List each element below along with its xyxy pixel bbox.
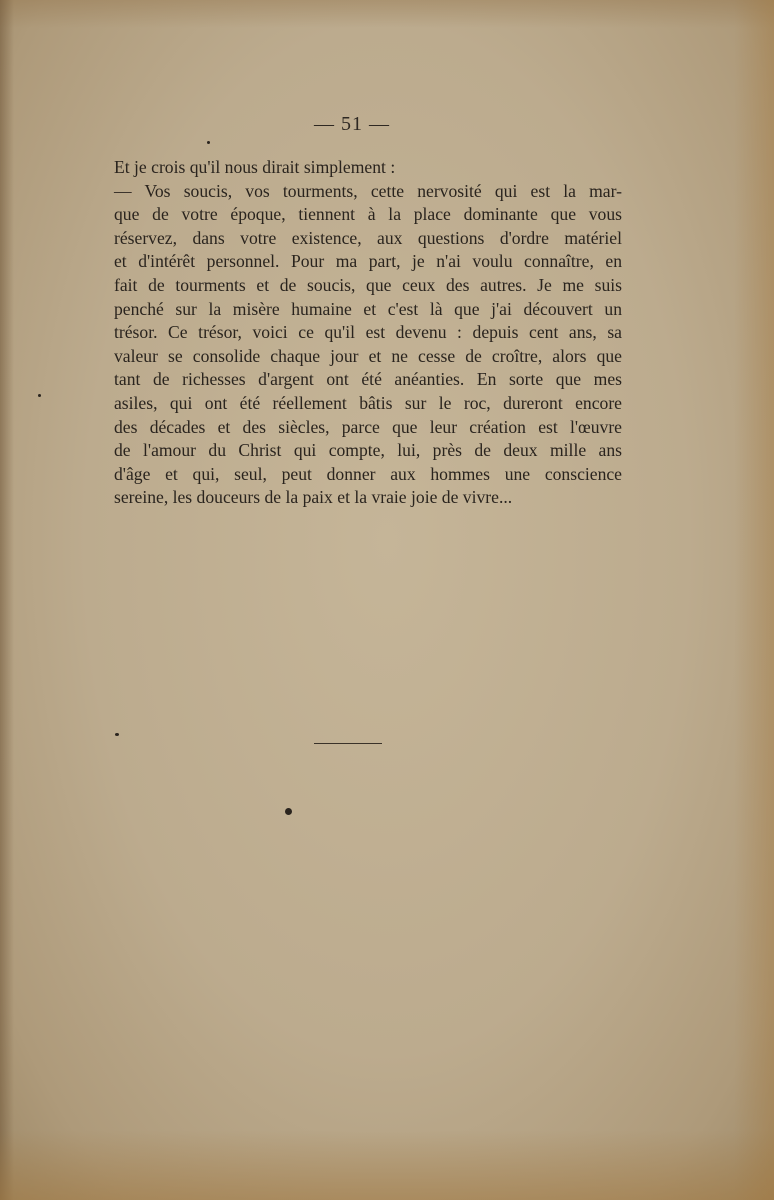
ink-speck bbox=[207, 141, 210, 144]
ink-speck bbox=[285, 808, 292, 815]
text-line: fait de tourments et de soucis, que ceux des autres. Je me suis bbox=[114, 274, 622, 295]
text-line: réservez, dans votre existence, aux questions d'ordre matériel bbox=[114, 227, 622, 248]
text-line: Et je crois qu'il nous dirait simplement : bbox=[114, 157, 396, 177]
ink-speck bbox=[115, 733, 119, 736]
text-line: et d'intérêt personnel. Pour ma part, je n'ai voulu connaître, en bbox=[114, 251, 622, 272]
page-edge-top bbox=[0, 0, 774, 28]
end-rule bbox=[314, 743, 382, 744]
text-line: des décades et des siècles, parce que leur création est l'œuvre bbox=[114, 416, 622, 437]
text-line: que de votre époque, tiennent à la place dominante que vous bbox=[114, 204, 622, 225]
page-edge-bottom bbox=[0, 1130, 774, 1200]
text-line: d'âge et qui, seul, peut donner aux hommes une conscience bbox=[114, 463, 622, 484]
body-text bbox=[114, 156, 622, 510]
text-line: tant de richesses d'argent ont été anéanties. En sorte que mes bbox=[114, 369, 622, 390]
text-line: penché sur la misère humaine et c'est là que j'ai découvert un bbox=[114, 298, 622, 319]
page-edge-right bbox=[734, 0, 774, 1200]
page-number: — 51 — bbox=[314, 113, 390, 135]
text-line: sereine, les douceurs de la paix et la vraie joie de vivre... bbox=[114, 487, 513, 508]
text-line: — Vos soucis, vos tourments, cette nervosité qui est la mar- bbox=[114, 180, 622, 201]
page-edge-left bbox=[0, 0, 14, 1200]
text-line: asiles, qui ont été réellement bâtis sur le roc, dureront encore bbox=[114, 392, 622, 413]
text-line: trésor. Ce trésor, voici ce qu'il est devenu : depuis cent ans, sa bbox=[114, 322, 622, 343]
text-line: valeur se consolide chaque jour et ne cesse de croître, alors que bbox=[114, 345, 622, 366]
text-line: de l'amour du Christ qui compte, lui, près de deux mille ans bbox=[114, 440, 622, 461]
ink-speck bbox=[38, 394, 41, 397]
